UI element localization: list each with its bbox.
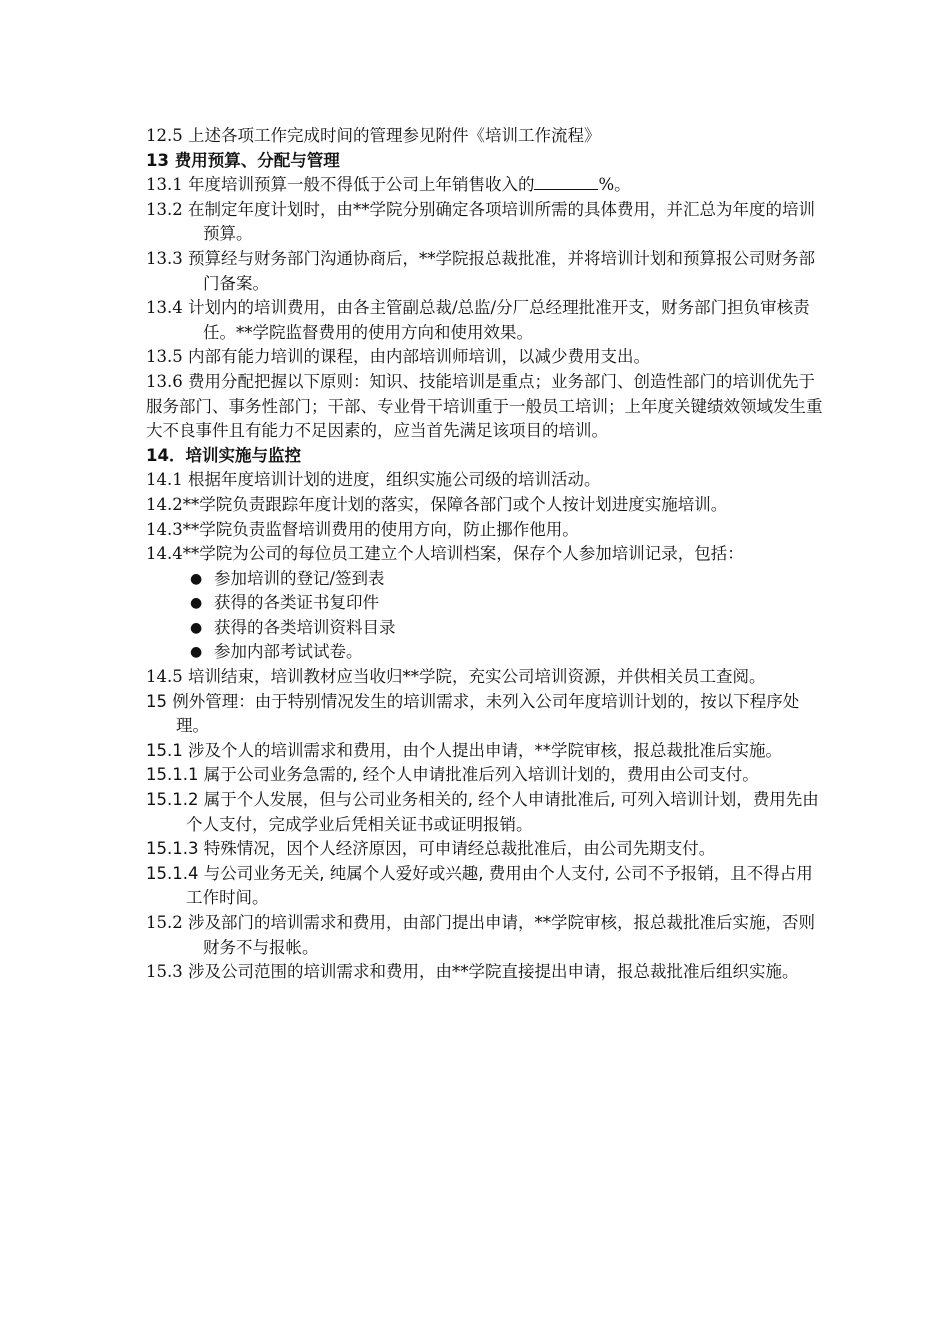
- paragraph-13-6: 13.6 费用分配把握以下原则：知识、技能培训是重点；业务部门、创造性部门的培训优先于服务部门、事务性部门；干部、专业骨干培训重于一般员工培训；上年度关键绩效领域发生重大不良事件且有能力不足因素的，应当首先满足该项目的培训。: [146, 371, 823, 441]
- bullet-icon: ●: [190, 595, 203, 612]
- list-item: [190, 591, 826, 616]
- paragraph-13-1: [146, 173, 826, 198]
- paragraph-13-2: 13.2 在制定年度计划时，由**学院分别确定各项培训所需的具体费用，并汇总为年度的培训预算。: [146, 199, 815, 244]
- bullet-icon: ●: [190, 619, 203, 636]
- paragraph-13-1-suffix: %。: [598, 175, 631, 195]
- document-body: [146, 124, 826, 985]
- heading-13: 13 费用预算、分配与管理: [146, 150, 340, 170]
- list-item: [190, 567, 826, 592]
- paragraph-15-1-1: 15.1.1 属于公司业务急需的, 经个人申请批准后列入培训计划的，费用由公司支付。: [146, 765, 759, 785]
- list-item-text: 参加内部考试试卷。: [214, 642, 363, 662]
- paragraph-13-4: 13.4 计划内的培训费用，由各主管副总裁/总监/分厂总经理批准开支，财务部门担负审核责任。**学院监督费用的使用方向和使用效果。: [146, 298, 810, 342]
- paragraph-13-5: 13.5 内部有能力培训的课程，由内部培训师培训，以减少费用支出。: [146, 347, 650, 367]
- paragraph-14-1: 14.1 根据年度培训计划的进度，组织实施公司级的培训活动。: [146, 470, 601, 490]
- bullet-icon: ●: [190, 570, 203, 587]
- fill-in-blank: [534, 175, 598, 190]
- paragraph-15-1-3: 15.1.3 特殊情况，因个人经济原因，可申请经总裁批准后，由公司先期支付。: [146, 839, 716, 859]
- paragraph-15-1-4: 15.1.4 与公司业务无关, 纯属个人爱好或兴趣, 费用由个人支付, 公司不予报销，且不得占用工作时间。: [146, 863, 813, 908]
- bullet-icon: ●: [190, 644, 203, 661]
- paragraph-15-2: 15.2 涉及部门的培训需求和费用，由部门提出申请，**学院审核，报总裁批准后实施，否则财务不与报帐。: [146, 913, 815, 957]
- paragraph-14-2: 14.2**学院负责跟踪年度计划的落实，保障各部门或个人按计划进度实施培训。: [146, 494, 728, 514]
- paragraph-12-5: 12.5 上述各项工作完成时间的管理参见附件《培训工作流程》: [146, 126, 601, 145]
- list-item-text: 获得的各类培训资料目录: [214, 617, 396, 637]
- paragraph-15: 15 例外管理：由于特别情况发生的培训需求，未列入公司年度培训计划的，按以下程序处理。: [146, 691, 800, 736]
- archive-contents-list: [146, 567, 826, 665]
- paragraph-15-1-2: 15.1.2 属于个人发展，但与公司业务相关的, 经个人申请批准后, 可列入培训计划，费用先由个人支付，完成学业后凭相关证书或证明报销。: [146, 790, 819, 834]
- paragraph-14-5: 14.5 培训结束，培训教材应当收归**学院，充实公司培训资源，并供相关员工查阅。: [146, 667, 766, 687]
- paragraph-15-1: 15.1 涉及个人的培训需求和费用，由个人提出申请，**学院审核，报总裁批准后实施。: [146, 740, 782, 760]
- list-item-text: 参加培训的登记/签到表: [214, 568, 385, 588]
- list-item: [190, 640, 826, 665]
- paragraph-14-4: 14.4**学院为公司的每位员工建立个人培训档案，保存个人参加培训记录，包括：: [146, 544, 744, 564]
- heading-14: 14．培训实施与监控: [146, 445, 301, 465]
- paragraph-13-3: 13.3 预算经与财务部门沟通协商后，**学院报总裁批准，并将培训计划和预算报公司财务部门备案。: [146, 248, 815, 293]
- paragraph-15-3: 15.3 涉及公司范围的培训需求和费用，由**学院直接提出申请，报总裁批准后组织实施。: [146, 962, 799, 982]
- list-item: [190, 616, 826, 641]
- paragraph-13-1-text: 13.1 年度培训预算一般不得低于公司上年销售收入的: [146, 175, 535, 195]
- list-item-text: 获得的各类证书复印件: [214, 593, 379, 613]
- paragraph-14-3: 14.3**学院负责监督培训费用的使用方向，防止挪作他用。: [146, 519, 579, 539]
